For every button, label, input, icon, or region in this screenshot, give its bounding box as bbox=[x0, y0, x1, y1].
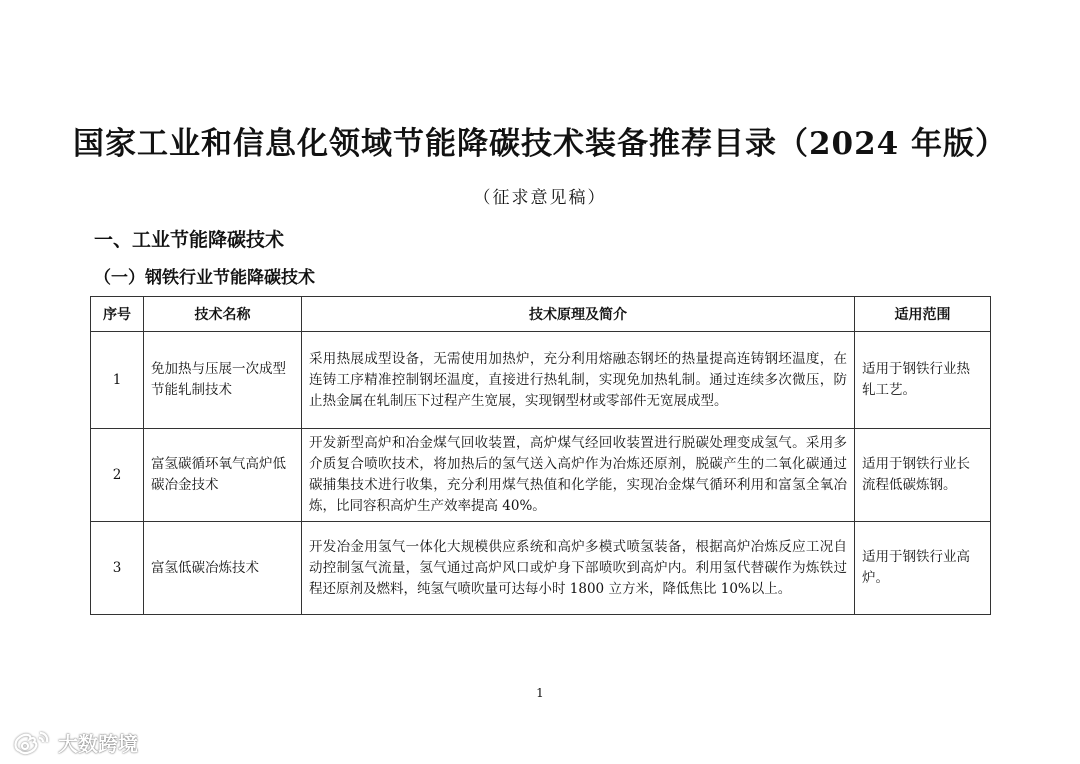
page-number: 1 bbox=[536, 686, 544, 700]
row-description: 采用热展成型设备，无需使用加热炉，充分利用熔融态钢坯的热量提高连铸钢坯温度，在连铸工序精准控制钢坯温度，直接进行热轧制，实现免加热轧制。通过连续多次微压，防止热金属在轧制压下过程产生宽展，实现钢型材或零部件无宽展成型。 bbox=[302, 332, 855, 429]
table-row bbox=[91, 522, 991, 615]
row-seq: 1 bbox=[91, 332, 144, 429]
header-seq: 序号 bbox=[91, 297, 144, 332]
table-row bbox=[91, 332, 991, 429]
technology-table bbox=[90, 296, 991, 615]
row-scope: 适用于钢铁行业长流程低碳炼钢。 bbox=[855, 429, 991, 522]
table-row bbox=[91, 429, 991, 522]
subsection-heading: （一）钢铁行业节能降碳技术 bbox=[94, 268, 315, 288]
watermark bbox=[12, 728, 138, 757]
page-title: 国家工业和信息化领域节能降碳技术装备推荐目录（2024 年版） bbox=[72, 126, 1008, 162]
row-tech-name: 免加热与压展一次成型节能轧制技术 bbox=[144, 332, 302, 429]
weibo-logo-icon bbox=[12, 729, 52, 757]
header-tech-name: 技术名称 bbox=[144, 297, 302, 332]
row-description: 开发冶金用氢气一体化大规模供应系统和高炉多模式喷氢装备，根据高炉冶炼反应工况自动控制氢气流量，氢气通过高炉风口或炉身下部喷吹到高炉内。利用氢代替碳作为炼铁过程还原剂及燃料，纯氢气喷吹量可达每小时 1800 立方米，降低焦比 10%以上。 bbox=[302, 522, 855, 615]
row-scope: 适用于钢铁行业热轧工艺。 bbox=[855, 332, 991, 429]
table-header-row bbox=[91, 297, 991, 332]
page-subtitle: （征求意见稿） bbox=[473, 188, 607, 208]
row-seq: 2 bbox=[91, 429, 144, 522]
header-scope: 适用范围 bbox=[855, 297, 991, 332]
section-heading: 一、工业节能降碳技术 bbox=[94, 229, 285, 251]
row-seq: 3 bbox=[91, 522, 144, 615]
row-tech-name: 富氢低碳冶炼技术 bbox=[144, 522, 302, 615]
row-tech-name: 富氢碳循环氧气高炉低碳冶金技术 bbox=[144, 429, 302, 522]
row-description: 开发新型高炉和冶金煤气回收装置，高炉煤气经回收装置进行脱碳处理变成氢气。采用多介质复合喷吹技术，将加热后的氢气送入高炉作为冶炼还原剂，脱碳产生的二氧化碳通过碳捕集技术进行收集，充分利用煤气热值和化学能，实现冶金煤气循环利用和富氢全氧冶炼，比同容积高炉生产效率提高 40%。 bbox=[302, 429, 855, 522]
header-description: 技术原理及简介 bbox=[302, 297, 855, 332]
watermark-text: 大数跨境 bbox=[58, 732, 138, 756]
row-scope: 适用于钢铁行业高炉。 bbox=[855, 522, 991, 615]
